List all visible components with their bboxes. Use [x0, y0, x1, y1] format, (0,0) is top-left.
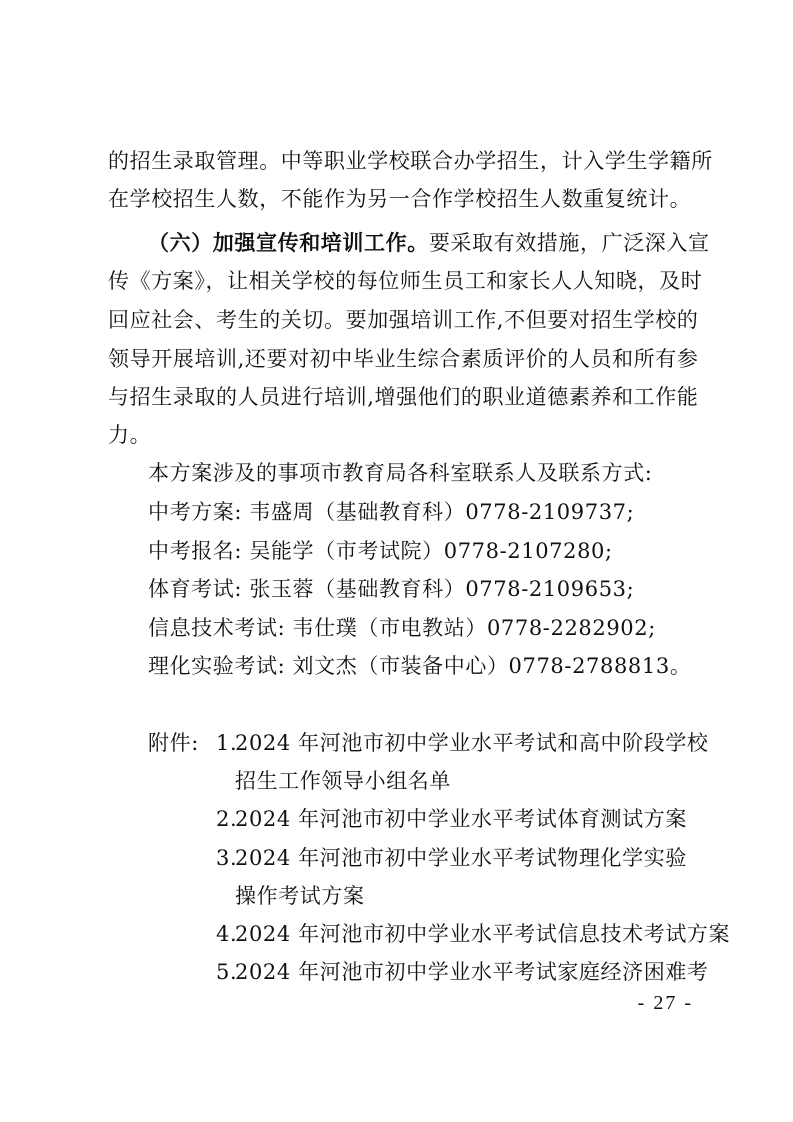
contact-item: 中考方案: 韦盛周（基础教育科）0778-2109737;: [148, 500, 635, 524]
attachment-title-cont: 操作考试方案: [235, 884, 365, 908]
attachment-number: 4.: [216, 922, 238, 946]
attachment-title: 2024 年河池市初中学业水平考试家庭经济困难考: [235, 960, 709, 984]
body-text-line: 回应社会、考生的关切。要加强培训工作,不但要对招生学校的: [108, 308, 699, 332]
attachment-number: 2.: [216, 807, 238, 831]
body-text-line: 传《方案》，让相关学校的每位师生员工和家长人人知晓，及时: [108, 269, 703, 293]
attachment-title: 2024 年河池市初中学业水平考试和高中阶段学校: [235, 731, 709, 755]
attachment-number: 5.: [216, 960, 238, 984]
attachment-title: 2024 年河池市初中学业水平考试体育测试方案: [235, 807, 687, 831]
paragraph-six-line1: [108, 228, 710, 258]
attachment-number: 1.: [216, 731, 238, 755]
attachment-title: 2024 年河池市初中学业水平考试物理化学实验: [235, 846, 687, 870]
attachment-number: 3.: [216, 846, 238, 870]
contact-item: 理化实验考试: 刘文杰（市装备中心）0778-2788813。: [148, 654, 692, 678]
body-text-line: 与招生录取的人员进行培训,增强他们的职业道德素养和工作能: [108, 385, 699, 409]
contacts-intro: 本方案涉及的事项市教育局各科室联系人及联系方式:: [148, 461, 653, 485]
contact-item: 信息技术考试: 韦仕璞（市电教站）0778-2282902;: [148, 616, 656, 640]
contact-item: 体育考试: 张玉蓉（基础教育科）0778-2109653;: [148, 577, 635, 601]
contact-item: 中考报名: 吴能学（市考试院）0778-2107280;: [148, 539, 613, 563]
body-text-line: 在学校招生人数，不能作为另一合作学校招生人数重复统计。: [108, 187, 692, 211]
body-text-line: 领导开展培训,还要对初中毕业生综合素质评价的人员和所有参: [108, 347, 699, 371]
attachments-label: 附件:: [148, 731, 199, 755]
attachment-title: 2024 年河池市初中学业水平考试信息技术考试方案: [235, 922, 731, 946]
body-text-line: 的招生录取管理。中等职业学校联合办学招生，计入学生学籍所: [108, 149, 713, 173]
attachment-title-cont: 招生工作领导小组名单: [235, 769, 451, 793]
page-number: - 27 -: [637, 992, 693, 1014]
body-text: 要采取有效措施，广泛深入宣: [428, 231, 710, 255]
section-heading: （六）加强宣传和培训工作。: [148, 230, 429, 255]
body-text-line: 力。: [108, 423, 152, 447]
